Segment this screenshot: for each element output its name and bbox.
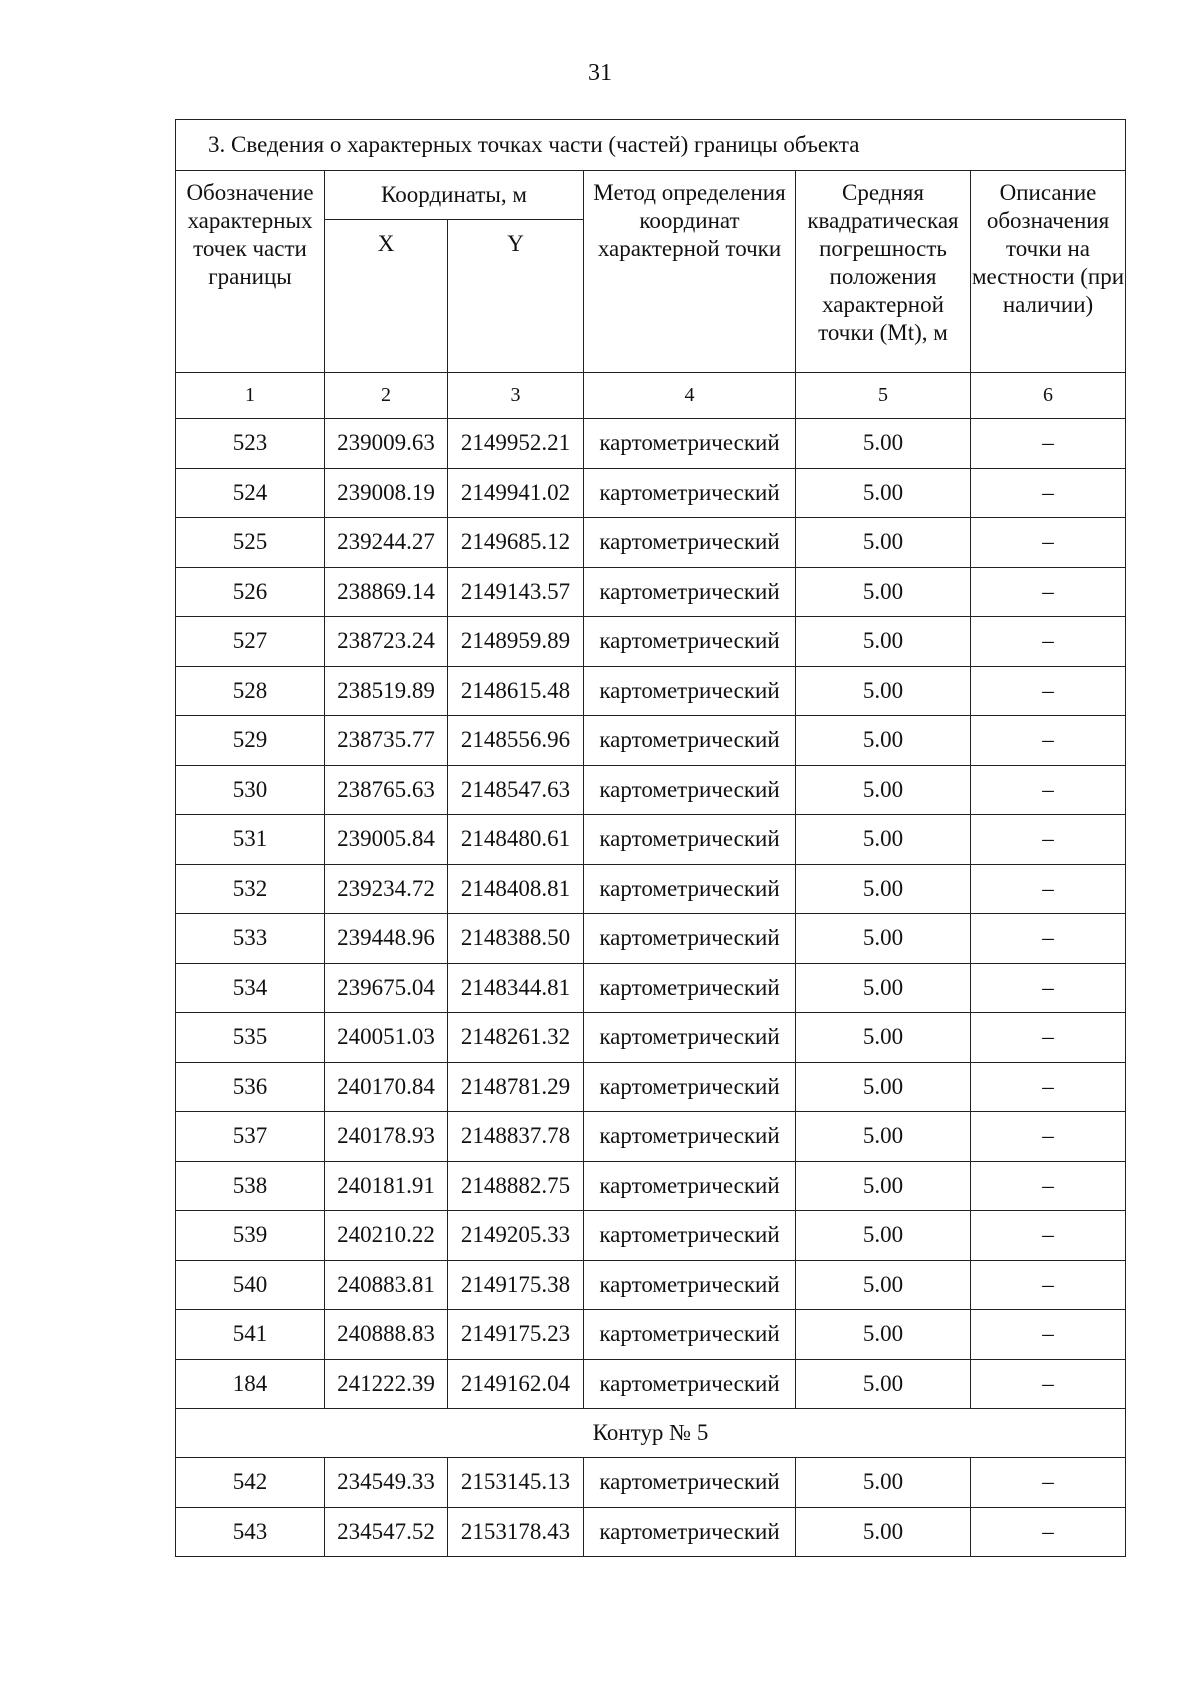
x-coordinate-cell: 234547.52 — [325, 1507, 448, 1557]
error-cell: 5.00 — [796, 567, 971, 617]
method-cell: картометрический — [584, 1013, 796, 1063]
header-mean-error: Средняя квадратическая погрешность положения характерной точки (Mt), м — [796, 171, 971, 373]
y-coordinate-cell: 2153145.13 — [448, 1458, 584, 1508]
x-coordinate-cell: 238735.77 — [325, 716, 448, 766]
table-title: 3. Сведения о характерных точках части (частей) границы объекта — [176, 120, 1126, 171]
table-row — [176, 1112, 1126, 1162]
error-cell: 5.00 — [796, 1211, 971, 1261]
table-row — [176, 716, 1126, 766]
description-cell: – — [971, 765, 1126, 815]
method-cell: картометрический — [584, 567, 796, 617]
boundary-points-table — [175, 119, 1126, 1557]
point-number-cell: 535 — [176, 1013, 325, 1063]
method-cell: картометрический — [584, 864, 796, 914]
method-cell: картометрический — [584, 617, 796, 667]
point-number-cell: 538 — [176, 1161, 325, 1211]
y-coordinate-cell: 2148781.29 — [448, 1062, 584, 1112]
header-coordinates: Координаты, м — [325, 171, 584, 220]
method-cell: картометрический — [584, 914, 796, 964]
error-cell: 5.00 — [796, 1013, 971, 1063]
point-number-cell: 540 — [176, 1260, 325, 1310]
x-coordinate-cell: 240051.03 — [325, 1013, 448, 1063]
description-cell: – — [971, 1507, 1126, 1557]
description-cell: – — [971, 518, 1126, 568]
table-row — [176, 1359, 1126, 1409]
x-coordinate-cell: 234549.33 — [325, 1458, 448, 1508]
table-row — [176, 468, 1126, 518]
error-cell: 5.00 — [796, 1359, 971, 1409]
description-cell: – — [971, 864, 1126, 914]
table-row — [176, 1013, 1126, 1063]
point-number-cell: 533 — [176, 914, 325, 964]
error-cell: 5.00 — [796, 666, 971, 716]
x-coordinate-cell: 240888.83 — [325, 1310, 448, 1360]
error-cell: 5.00 — [796, 468, 971, 518]
x-coordinate-cell: 240181.91 — [325, 1161, 448, 1211]
point-number-cell: 537 — [176, 1112, 325, 1162]
description-cell: – — [971, 1359, 1126, 1409]
description-cell: – — [971, 1260, 1126, 1310]
point-number-cell: 531 — [176, 815, 325, 865]
point-number-cell: 539 — [176, 1211, 325, 1261]
y-coordinate-cell: 2148959.89 — [448, 617, 584, 667]
y-coordinate-cell: 2149175.38 — [448, 1260, 584, 1310]
point-number-cell: 528 — [176, 666, 325, 716]
table-row — [176, 518, 1126, 568]
contour-row — [176, 1409, 1126, 1458]
x-coordinate-cell: 238869.14 — [325, 567, 448, 617]
y-coordinate-cell: 2149143.57 — [448, 567, 584, 617]
y-coordinate-cell: 2148556.96 — [448, 716, 584, 766]
table-row — [176, 666, 1126, 716]
point-number-cell: 534 — [176, 963, 325, 1013]
y-coordinate-cell: 2149205.33 — [448, 1211, 584, 1261]
x-coordinate-cell: 240210.22 — [325, 1211, 448, 1261]
table-row — [176, 1310, 1126, 1360]
column-number: 3 — [448, 373, 584, 419]
description-cell: – — [971, 1161, 1126, 1211]
page-number: 31 — [588, 60, 612, 86]
table-title-row — [176, 120, 1126, 171]
x-coordinate-cell: 239008.19 — [325, 468, 448, 518]
x-coordinate-cell: 239009.63 — [325, 419, 448, 469]
table-row — [176, 1260, 1126, 1310]
method-cell: картометрический — [584, 666, 796, 716]
y-coordinate-cell: 2148261.32 — [448, 1013, 584, 1063]
table-row — [176, 617, 1126, 667]
x-coordinate-cell: 239675.04 — [325, 963, 448, 1013]
error-cell: 5.00 — [796, 963, 971, 1013]
description-cell: – — [971, 419, 1126, 469]
error-cell: 5.00 — [796, 716, 971, 766]
method-cell: картометрический — [584, 518, 796, 568]
method-cell: картометрический — [584, 815, 796, 865]
x-coordinate-cell: 239244.27 — [325, 518, 448, 568]
table-row — [176, 419, 1126, 469]
description-cell: – — [971, 1310, 1126, 1360]
error-cell: 5.00 — [796, 1062, 971, 1112]
point-number-cell: 542 — [176, 1458, 325, 1508]
method-cell: картометрический — [584, 1211, 796, 1261]
y-coordinate-cell: 2153178.43 — [448, 1507, 584, 1557]
column-number: 5 — [796, 373, 971, 419]
method-cell: картометрический — [584, 716, 796, 766]
y-coordinate-cell: 2148480.61 — [448, 815, 584, 865]
y-coordinate-cell: 2149952.21 — [448, 419, 584, 469]
x-coordinate-cell: 240170.84 — [325, 1062, 448, 1112]
description-cell: – — [971, 1211, 1126, 1261]
method-cell: картометрический — [584, 765, 796, 815]
description-cell: – — [971, 617, 1126, 667]
description-cell: – — [971, 666, 1126, 716]
x-coordinate-cell: 239005.84 — [325, 815, 448, 865]
error-cell: 5.00 — [796, 864, 971, 914]
x-coordinate-cell: 240178.93 — [325, 1112, 448, 1162]
header-row — [176, 171, 1126, 220]
table-row — [176, 765, 1126, 815]
y-coordinate-cell: 2149162.04 — [448, 1359, 584, 1409]
x-coordinate-cell: 240883.81 — [325, 1260, 448, 1310]
header-method: Метод определения координат характерной точки — [584, 171, 796, 373]
x-coordinate-cell: 238765.63 — [325, 765, 448, 815]
method-cell: картометрический — [584, 1359, 796, 1409]
error-cell: 5.00 — [796, 765, 971, 815]
method-cell: картометрический — [584, 1260, 796, 1310]
error-cell: 5.00 — [796, 1507, 971, 1557]
table-row — [176, 1507, 1126, 1557]
error-cell: 5.00 — [796, 518, 971, 568]
x-coordinate-cell: 239234.72 — [325, 864, 448, 914]
description-cell: – — [971, 567, 1126, 617]
point-number-cell: 524 — [176, 468, 325, 518]
description-cell: – — [971, 1062, 1126, 1112]
description-cell: – — [971, 815, 1126, 865]
error-cell: 5.00 — [796, 1161, 971, 1211]
column-number: 2 — [325, 373, 448, 419]
description-cell: – — [971, 963, 1126, 1013]
table-row — [176, 567, 1126, 617]
error-cell: 5.00 — [796, 914, 971, 964]
point-number-cell: 543 — [176, 1507, 325, 1557]
point-number-cell: 532 — [176, 864, 325, 914]
method-cell: картометрический — [584, 468, 796, 518]
x-coordinate-cell: 238519.89 — [325, 666, 448, 716]
method-cell: картометрический — [584, 419, 796, 469]
description-cell: – — [971, 1458, 1126, 1508]
x-coordinate-cell: 239448.96 — [325, 914, 448, 964]
x-coordinate-cell: 238723.24 — [325, 617, 448, 667]
description-cell: – — [971, 1013, 1126, 1063]
point-number-cell: 184 — [176, 1359, 325, 1409]
header-point-designation: Обозначение характерных точек части границы — [176, 171, 325, 373]
y-coordinate-cell: 2149685.12 — [448, 518, 584, 568]
method-cell: картометрический — [584, 1062, 796, 1112]
y-coordinate-cell: 2148837.78 — [448, 1112, 584, 1162]
description-cell: – — [971, 716, 1126, 766]
error-cell: 5.00 — [796, 1310, 971, 1360]
y-coordinate-cell: 2148615.48 — [448, 666, 584, 716]
table-row — [176, 1458, 1126, 1508]
method-cell: картометрический — [584, 1310, 796, 1360]
point-number-cell: 529 — [176, 716, 325, 766]
column-number: 4 — [584, 373, 796, 419]
point-number-cell: 536 — [176, 1062, 325, 1112]
table-row — [176, 914, 1126, 964]
y-coordinate-cell: 2148388.50 — [448, 914, 584, 964]
y-coordinate-cell: 2149175.23 — [448, 1310, 584, 1360]
method-cell: картометрический — [584, 1112, 796, 1162]
description-cell: – — [971, 914, 1126, 964]
method-cell: картометрический — [584, 1161, 796, 1211]
column-numbers-row — [176, 373, 1126, 419]
column-number: 6 — [971, 373, 1126, 419]
description-cell: – — [971, 468, 1126, 518]
description-cell: – — [971, 1112, 1126, 1162]
table-row — [176, 963, 1126, 1013]
error-cell: 5.00 — [796, 1458, 971, 1508]
header-y: Y — [448, 220, 584, 373]
point-number-cell: 526 — [176, 567, 325, 617]
point-number-cell: 523 — [176, 419, 325, 469]
error-cell: 5.00 — [796, 1112, 971, 1162]
method-cell: картометрический — [584, 963, 796, 1013]
y-coordinate-cell: 2149941.02 — [448, 468, 584, 518]
error-cell: 5.00 — [796, 1260, 971, 1310]
point-number-cell: 530 — [176, 765, 325, 815]
table-row — [176, 1211, 1126, 1261]
x-coordinate-cell: 241222.39 — [325, 1359, 448, 1409]
y-coordinate-cell: 2148344.81 — [448, 963, 584, 1013]
error-cell: 5.00 — [796, 815, 971, 865]
table-row — [176, 1062, 1126, 1112]
column-number: 1 — [176, 373, 325, 419]
table-row — [176, 1161, 1126, 1211]
header-x: X — [325, 220, 448, 373]
point-number-cell: 541 — [176, 1310, 325, 1360]
y-coordinate-cell: 2148547.63 — [448, 765, 584, 815]
table-row — [176, 815, 1126, 865]
table-row — [176, 864, 1126, 914]
y-coordinate-cell: 2148882.75 — [448, 1161, 584, 1211]
point-number-cell: 525 — [176, 518, 325, 568]
header-description: Описание обозначения точки на местности (при наличии) — [971, 171, 1126, 373]
error-cell: 5.00 — [796, 419, 971, 469]
point-number-cell: 527 — [176, 617, 325, 667]
y-coordinate-cell: 2148408.81 — [448, 864, 584, 914]
contour-label: Контур № 5 — [176, 1409, 1126, 1458]
method-cell: картометрический — [584, 1458, 796, 1508]
error-cell: 5.00 — [796, 617, 971, 667]
method-cell: картометрический — [584, 1507, 796, 1557]
